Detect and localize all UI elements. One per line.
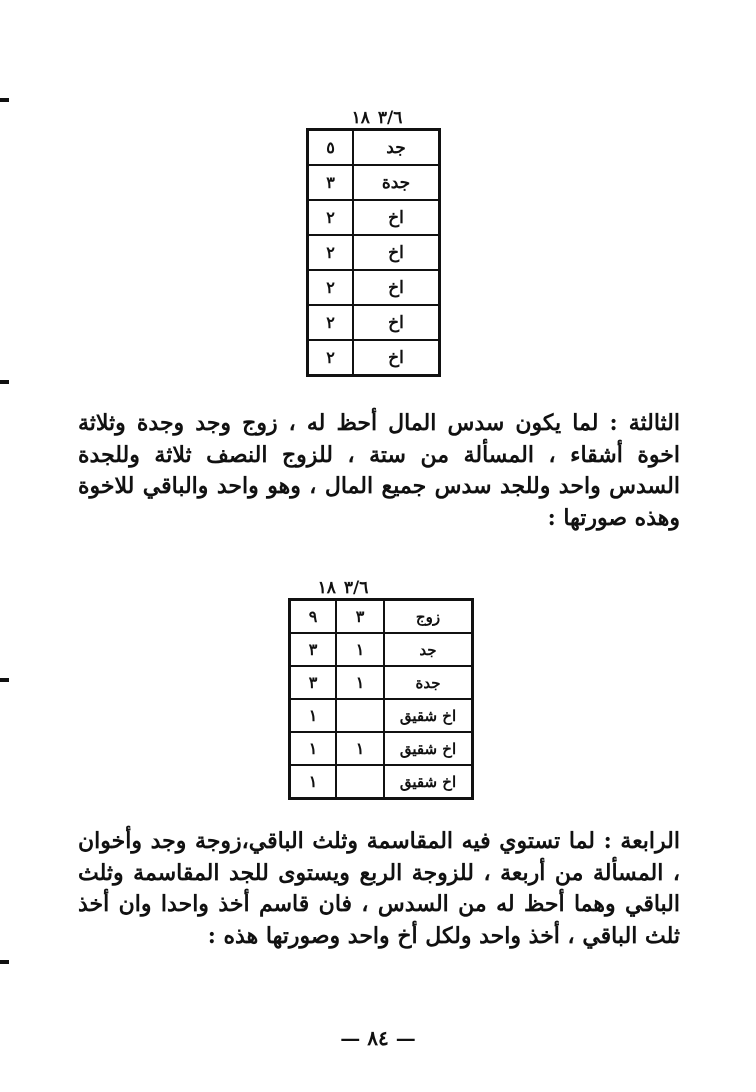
table-row (308, 270, 440, 305)
table-row (290, 633, 473, 666)
table-row (290, 765, 473, 799)
share-cell: ٢ (308, 340, 354, 376)
table-1-grid (306, 128, 441, 377)
final-share-cell: ٣ (290, 666, 337, 699)
table-row (308, 305, 440, 340)
table-2-grid (288, 598, 474, 800)
page-number: — ٨٤ — (340, 1026, 416, 1050)
final-share-cell: ١ (290, 699, 337, 732)
scan-edge-mark (0, 678, 9, 682)
final-share-cell: ١ (290, 765, 337, 799)
share-cell (336, 765, 384, 799)
share-cell: ٥ (308, 130, 354, 166)
table-row (308, 340, 440, 376)
scan-edge-mark (0, 380, 9, 384)
table-row (308, 235, 440, 270)
heir-cell: اخ شقيق (384, 699, 473, 732)
paragraph-text: الثالثة : لما يكون سدس المال أحظ له ، زوج وجد وجدة وثلاثة اخوة أشقاء ، المسألة من ستة ، للزوج النصف ثلاثة وللجدة السدس واحد وللجد سدس جميع المال ، وهو واحد والباقي للاخوة وهذه صورتها : (78, 410, 680, 531)
heir-cell: اخ (353, 270, 440, 305)
table-row (290, 666, 473, 699)
heir-cell: زوج (384, 600, 473, 634)
table-row (290, 699, 473, 732)
share-cell: ١ (336, 732, 384, 765)
share-cell: ٢ (308, 200, 354, 235)
paragraph-text: الرابعة : لما تستوي فيه المقاسمة وثلث الباقي،زوجة وجد وأخوان ، المسألة من أربعة ، للزوجة الربع ويستوى للجد المقاسمة وثلث الباقي وهما أحظ له من السدس ، فان قاسم أخذ واحدا وان أخذ ثلث الباقي ، أخذ واحد ولكل أخ واحد وصورتها هذه : (78, 828, 680, 949)
heir-cell: جدة (353, 165, 440, 200)
final-share-cell: ١ (290, 732, 337, 765)
heir-cell: اخ (353, 305, 440, 340)
table-row (290, 600, 473, 634)
table-2-header-right: ٣/٦ (343, 578, 369, 598)
table-1-header-left: ١٨ (351, 108, 370, 128)
heir-cell: جد (384, 633, 473, 666)
final-share-cell: ٣ (290, 633, 337, 666)
inheritance-table-1 (306, 108, 448, 377)
share-cell (336, 699, 384, 732)
table-row (308, 165, 440, 200)
table-row (290, 732, 473, 765)
share-cell: ٣ (336, 600, 384, 634)
share-cell: ١ (336, 633, 384, 666)
heir-cell: اخ (353, 235, 440, 270)
table-2-header-left: ١٨ (317, 578, 336, 598)
table-1-header-right: ٣/٦ (377, 108, 403, 128)
paragraph-fourth-case (78, 826, 680, 952)
scan-edge-mark (0, 960, 9, 964)
final-share-cell: ٩ (290, 600, 337, 634)
heir-cell: جد (353, 130, 440, 166)
share-cell: ٢ (308, 305, 354, 340)
scan-edge-mark (0, 98, 9, 102)
heir-cell: جدة (384, 666, 473, 699)
table-row (308, 200, 440, 235)
heir-cell: اخ شقيق (384, 765, 473, 799)
table-row (308, 130, 440, 166)
paragraph-third-case (78, 408, 680, 534)
inheritance-table-2 (288, 578, 474, 800)
table-2-header (288, 578, 398, 598)
heir-cell: اخ (353, 340, 440, 376)
share-cell: ١ (336, 666, 384, 699)
table-1-header (306, 108, 448, 128)
share-cell: ٢ (308, 235, 354, 270)
share-cell: ٣ (308, 165, 354, 200)
heir-cell: اخ (353, 200, 440, 235)
heir-cell: اخ شقيق (384, 732, 473, 765)
share-cell: ٢ (308, 270, 354, 305)
